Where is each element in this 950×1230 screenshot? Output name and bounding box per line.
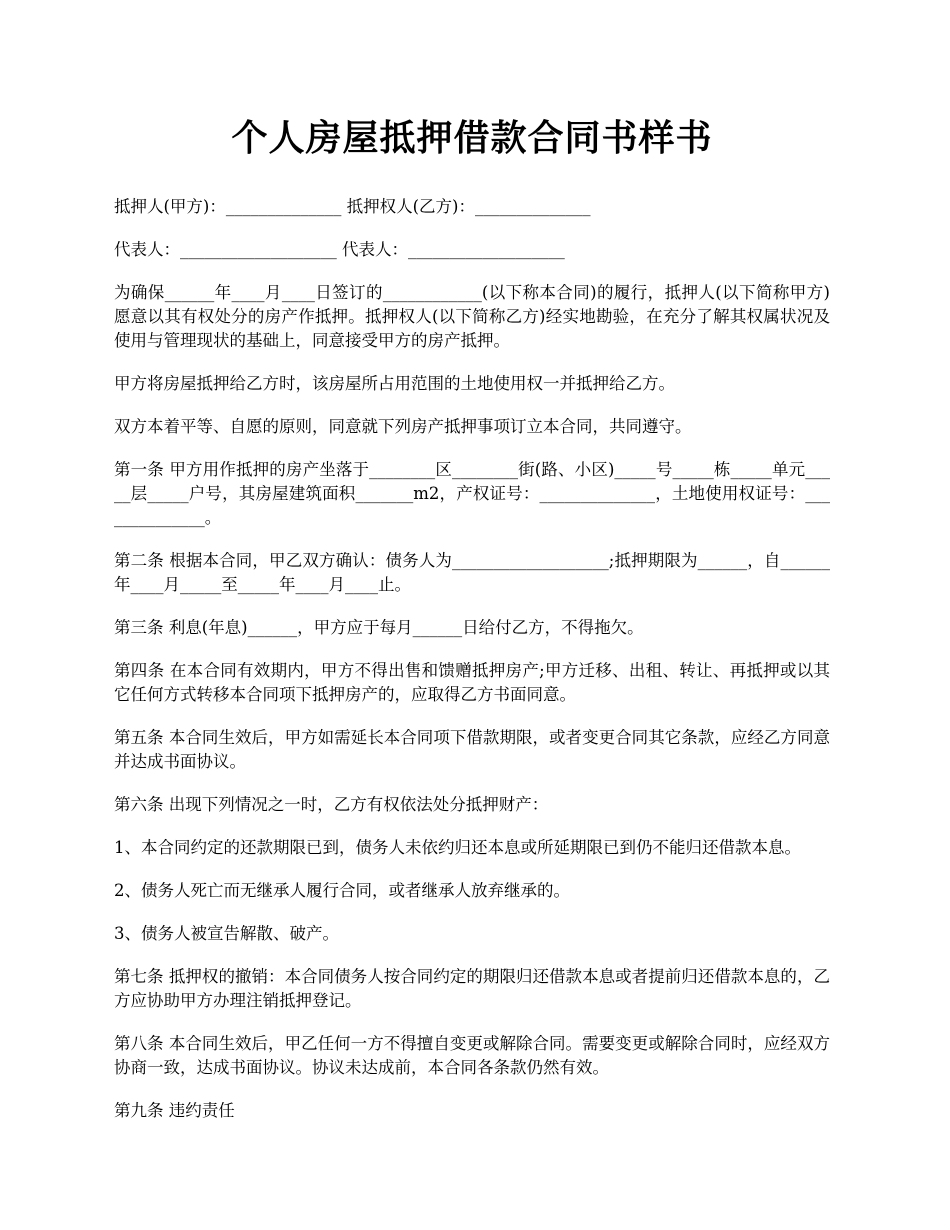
article-6-item-3: 3、债务人被宣告解散、破产。 (114, 924, 339, 943)
article-9: 第九条 违约责任 (114, 1101, 235, 1120)
article-2: 第二条 根据本合同，甲乙双方确认：债务人为___________________;抵押期限为______，自______年____月_____至_____年____月____止。 (114, 551, 830, 594)
article-6-item-2: 2、债务人死亡而无继承人履行合同，或者继承人放弃继承的。 (114, 881, 570, 900)
article-6-item-1: 1、本合同约定的还款期限已到，债务人未依约归还本息或所延期限已到仍不能归还借款本息。 (114, 838, 801, 857)
article-4: 第四条 在本合同有效期内，甲方不得出售和馈赠抵押房产;甲方迁移、出租、转让、再抵押或以其它任何方式转移本合同项下抵押房产的，应取得乙方书面同意。 (114, 661, 830, 704)
parties-line: 抵押人(甲方)：______________ 抵押权人(乙方)：______________ (114, 197, 591, 216)
representatives-line: 代表人：___________________ 代表人：___________________ (114, 240, 565, 259)
article-8: 第八条 本合同生效后，甲乙任何一方不得擅自变更或解除合同。需要变更或解除合同时，应经双方协商一致，达成书面协议。协议未达成前，本合同各条款仍然有效。 (114, 1034, 830, 1077)
article-6: 第六条 出现下列情况之一时，乙方有权依法处分抵押财产： (114, 795, 549, 814)
document-title: 个人房屋抵押借款合同书样书 (231, 117, 713, 159)
principle-paragraph: 双方本着平等、自愿的原则，同意就下列房产抵押事项订立本合同，共同遵守。 (114, 417, 692, 436)
article-3: 第三条 利息(年息)______，甲方应于每月______日给付乙方，不得拖欠。 (114, 618, 644, 637)
land-use-paragraph: 甲方将房屋抵押给乙方时，该房屋所占用范围的土地使用权一并抵押给乙方。 (114, 374, 675, 393)
article-5: 第五条 本合同生效后，甲方如需延长本合同项下借款期限，或者变更合同其它条款，应经乙方同意并达成书面协议。 (114, 728, 830, 771)
article-7: 第七条 抵押权的撤销：本合同债务人按合同约定的期限归还借款本息或者提前归还借款本息的，乙方应协助甲方办理注销抵押登记。 (114, 967, 830, 1010)
preamble-paragraph: 为确保______年____月____日签订的____________(以下称本合同)的履行，抵押人(以下简称甲方)愿意以其有权处分的房产作抵押。抵押权人(以下简称乙方)经实地勘验，在充分了解其权属状况及使用与管理现状的基础上，同意接受甲方的房产抵押。 (114, 283, 830, 350)
article-1: 第一条 甲方用作抵押的房产坐落于________区________街(路、小区)_____号_____栋_____单元_____层_____户号，其房屋建筑面积_______m2，产权证号：______________，土地使用权证号：______________。 (114, 460, 830, 527)
